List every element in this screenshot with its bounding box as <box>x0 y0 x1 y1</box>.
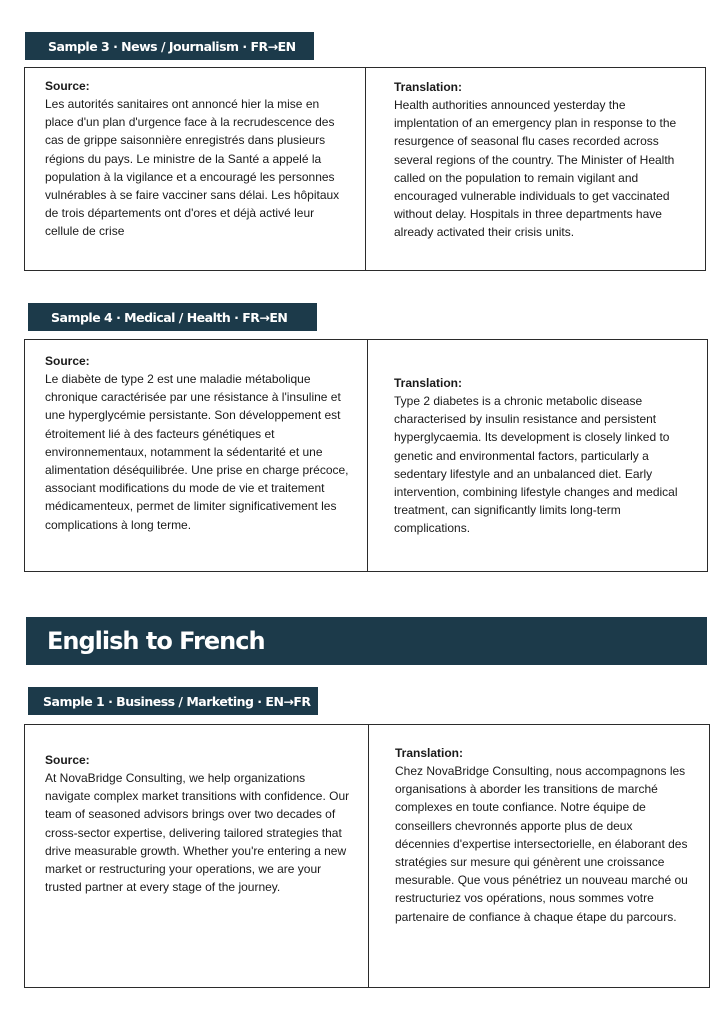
section-heading: English to French <box>26 617 707 665</box>
source-label: Source: <box>45 354 90 368</box>
sample-panel <box>24 724 710 988</box>
sample-panel <box>24 67 706 271</box>
translation-column <box>368 340 707 571</box>
sample-tag: Sample 1 · Business / Marketing · EN→FR <box>28 687 318 715</box>
translation-column <box>369 725 709 987</box>
source-label: Source: <box>45 753 90 767</box>
source-text: Les autorités sanitaires ont annoncé hier la mise en place d'un plan d'urgence face à la recrudescence des cas de grippe saisonnière enregistrés dans plusieurs régions du pays. Le ministre de la Santé a appelé la population à la vigilance et a encouragé les personnes vulnérables à se faire vacciner sans délai. Les hôpitaux de trois départements ont d'ores et déjà activé leur cellule de crise <box>45 97 340 239</box>
translation-text: Chez NovaBridge Consulting, nous accompagnons les organisations à aborder les transitions de marché complexes en toute confiance. Notre équipe de conseillers chevronnés apporte plus de deux décennies d'expertise intersectorielle, en élaborant des stratégies sur mesure qui génèrent une croissance mesurable. Que vous pénétriez un nouveau marché ou restructuriez vos opérations, nous sommes votre partenaire de confiance à chaque étape du parcours. <box>395 764 688 924</box>
translation-label: Translation: <box>395 746 464 760</box>
translation-text: Health authorities announced yesterday the implentation of an emergency plan in response to the resurgence of seasonal flu cases recorded across several regions of the country. The Minister of Health called on the population to remain vigilant and encouraged vulnerable individuals to get vaccinated without delay. Hospitals in three departments have already activated their crisis units. <box>394 98 677 240</box>
translation-label: Translation: <box>394 80 463 94</box>
sample-tag: Sample 3 · News / Journalism · FR→EN <box>25 32 314 60</box>
translation-column <box>366 68 705 270</box>
source-label: Source: <box>45 79 90 93</box>
source-text: At NovaBridge Consulting, we help organizations navigate complex market transitions with confidence. Our team of seasoned advisors brings over two decades of cross-sector expertise, delivering tailored strategies that drive measurable growth. Whether you're entering a new market or restructuring your operations, we are your trusted partner at every stage of the journey. <box>45 771 350 895</box>
source-column <box>25 68 366 270</box>
translation-text: Type 2 diabetes is a chronic metabolic disease characterised by insulin resistance and persistent hyperglycaemia. Its development is closely linked to genetic and environmental factors, particularly a sedentary lifestyle and an unbalanced diet. Early intervention, combining lifestyle changes and medical treatment, can significantly limits long-term complications. <box>394 394 678 536</box>
sample-tag: Sample 4 · Medical / Health · FR→EN <box>28 303 317 331</box>
source-column <box>25 725 369 987</box>
translation-label: Translation: <box>394 376 463 390</box>
source-column <box>25 340 368 571</box>
sample-panel <box>24 339 708 572</box>
source-text: Le diabète de type 2 est une maladie métabolique chronique caractérisée par une résistance à l'insuline et une hyperglycémie persistante. Son développement est étroitement lié à des facteurs génétiques et environnementaux, notamment la sédentarité et une alimentation déséquilibrée. Une prise en charge précoce, associant modifications du mode de vie et traitement médicamenteux, permet de limiter significativement les complications à long terme. <box>45 372 349 532</box>
